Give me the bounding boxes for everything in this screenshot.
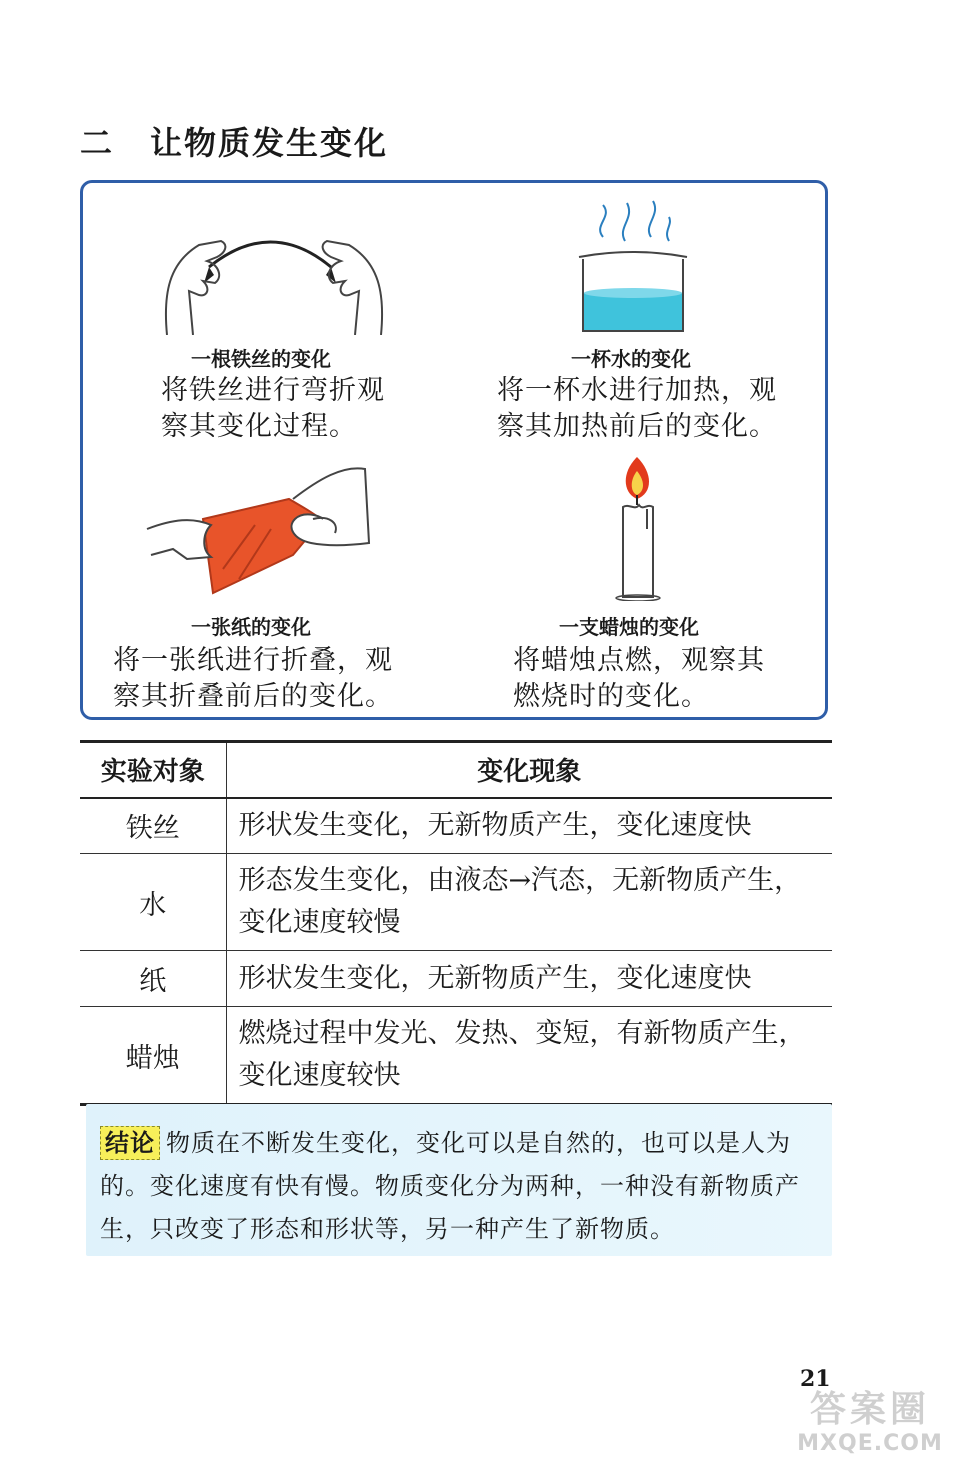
section-number: 二 [80,124,115,162]
results-table [80,740,832,1106]
row-phenomenon [226,798,832,854]
watermark-bottom: MXQE.COM [797,1431,943,1456]
header-object: 实验对象 [80,742,226,798]
row-object: 水 [80,854,226,951]
candle-desc-line1: 将蜡烛点燃，观察其 [513,645,765,676]
wire-caption: 一根铁丝的变化 [191,347,331,371]
water-desc-line2: 察其加热前后的变化。 [497,411,777,442]
table-row [80,854,832,951]
wire-desc-line2: 察其变化过程。 [161,411,357,442]
page-number: 21 [800,1366,831,1392]
table-row [80,951,832,1007]
water-caption: 一杯水的变化 [571,347,691,371]
paper-desc-line1: 将一张纸进行折叠，观 [113,645,393,676]
row-phenomenon-line2: 变化速度较快 [238,1060,401,1091]
row-object: 蜡烛 [80,1007,226,1105]
water-desc-line1: 将一杯水进行加热，观 [497,375,777,406]
row-phenomenon [226,1007,832,1105]
row-object: 纸 [80,951,226,1007]
table-row [80,798,832,854]
row-phenomenon-line1: 燃烧过程中发光、发热、变短，有新物质产生， [238,1018,806,1049]
water-beaker-illustration [573,197,693,337]
candle-desc-line2: 燃烧时的变化。 [513,681,709,712]
row-phenomenon-line1: 形态发生变化，由液态→汽态，无新物质产生， [238,865,802,896]
section-heading: 让物质发生变化 [150,124,389,162]
row-phenomenon [226,951,832,1007]
wire-desc-line1: 将铁丝进行弯折观 [161,375,385,406]
row-phenomenon [226,854,832,951]
table-row [80,1007,832,1105]
conclusion-text: 物质在不断发生变化，变化可以是自然的，也可以是人为的。变化速度有快有慢。物质变化分为两种，一种没有新物质产生，只改变了形态和形状等，另一种产生了新物质。 [100,1129,800,1243]
candle-caption: 一支蜡烛的变化 [559,615,699,639]
experiment-box [80,180,828,720]
paper-desc-line2: 察其折叠前后的变化。 [113,681,393,712]
row-object: 铁丝 [80,798,226,854]
watermark-top: 答案圈 [809,1389,930,1430]
conclusion-label: 结论 [100,1126,160,1160]
conclusion-box [86,1104,832,1256]
candle-illustration [603,453,673,601]
wire-illustration [159,223,389,335]
watermark [790,1390,950,1466]
table-header-row [80,742,832,798]
row-phenomenon-line1: 形状发生变化，无新物质产生，变化速度快 [238,809,752,841]
row-phenomenon-line1: 形状发生变化，无新物质产生，变化速度快 [238,962,752,994]
row-phenomenon-line2: 变化速度较慢 [238,907,401,938]
paper-illustration [143,459,373,609]
paper-caption: 一张纸的变化 [191,615,311,639]
header-phenomenon: 变化现象 [226,742,832,798]
section-title [80,118,388,164]
conclusion-paragraph [100,1122,824,1251]
